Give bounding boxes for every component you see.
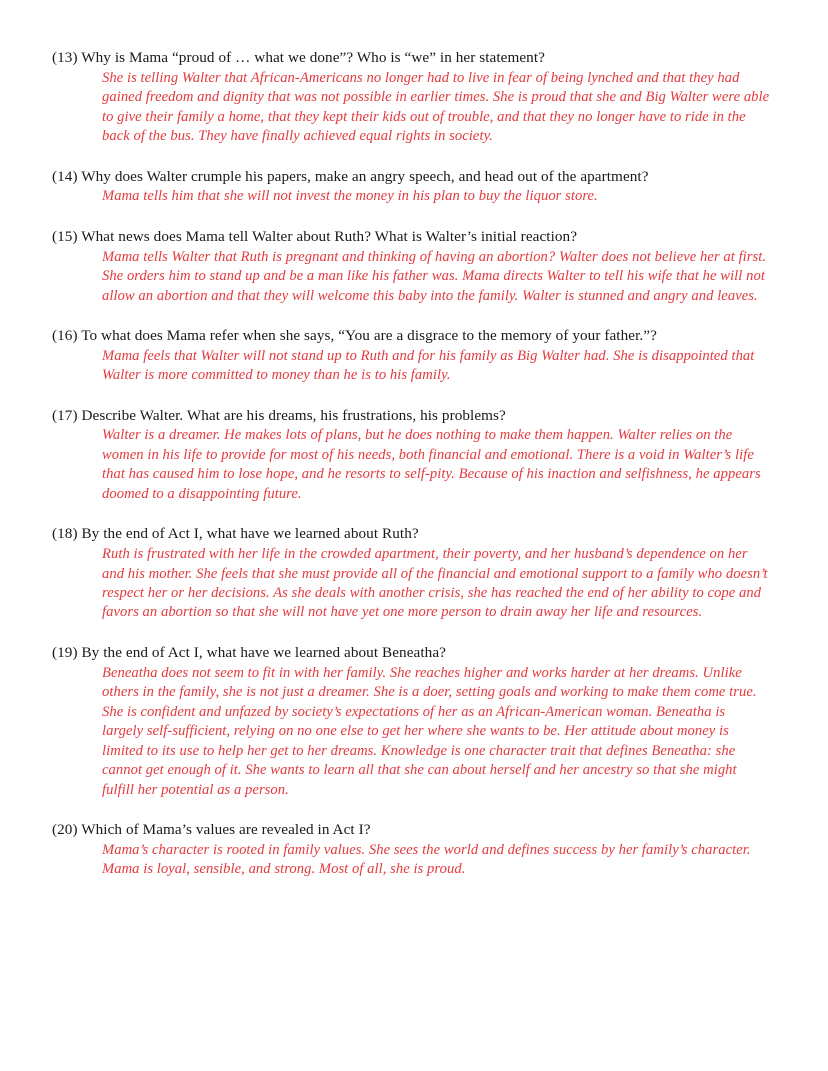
answer-text: Mama tells Walter that Ruth is pregnant and thinking of having an abortion? Walter does not believe her at first. She orders him to stand up and be a man like his father was. Mama directs Walter to tell his wife that he will not allow an abortion and that they will welcome this baby into the family. Walter is stunned and angry and leaves. bbox=[102, 248, 767, 304]
answer-text: Beneatha does not seem to fit in with her family. She reaches higher and works harder at her dreams. Unlike others in the family, she is not just a dreamer. She is a doer, setting goals and working to make them come true. She is confident and unfazed by society’s expectations of her as an African-American woman. Beneatha is largely self-sufficient, relying on no one else to get her where she wants to be. Her attitude about money is limited to its use to help her get to her dreams. Knowledge is one character trait that defines Beneatha: she cannot get enough of it. She wants to learn all that she can about herself and her ancestry so that she might fulfill her potential as a person. bbox=[102, 664, 757, 798]
qa-block bbox=[52, 167, 776, 207]
answer-text: Mama feels that Walter will not stand up to Ruth and for his family as Big Walter had. She is disappointed that Walter is more committed to money than he is to his family. bbox=[102, 347, 755, 384]
qa-block bbox=[52, 48, 776, 147]
qa-block bbox=[52, 643, 776, 800]
question-text: (18) By the end of Act I, what have we learned about Ruth? bbox=[52, 525, 419, 543]
qa-block bbox=[52, 524, 776, 623]
qa-block bbox=[52, 326, 776, 386]
answer-text: Ruth is frustrated with her life in the crowded apartment, their poverty, and her husband’s dependence on her and his mother. She feels that she must provide all of the financial and emotional support to a family who doesn’t respect her or her decisions. As she deals with another crisis, she has reached the end of her ability to cope and favors an abortion so that she will not have yet one more person to drain away her life and resources. bbox=[102, 546, 768, 621]
answer-text: Mama tells him that she will not invest the money in his plan to buy the liquor store. bbox=[102, 188, 598, 205]
question-text: (14) Why does Walter crumple his papers, make an angry speech, and head out of the apartment? bbox=[52, 167, 649, 185]
question-text: (15) What news does Mama tell Walter about Ruth? What is Walter’s initial reaction? bbox=[52, 227, 578, 245]
question-text: (19) By the end of Act I, what have we learned about Beneatha? bbox=[52, 643, 446, 661]
question-text: (17) Describe Walter. What are his dreams, his frustrations, his problems? bbox=[52, 406, 506, 424]
qa-block bbox=[52, 820, 776, 880]
answer-text: She is telling Walter that African-Americans no longer had to live in fear of being lynched and that they had gained freedom and dignity that was not possible in earlier times. She is proud that she and Big Walter were able to give their family a home, that they kept their kids out of trouble, and that they no longer have to ride in the back of the bus. They have finally achieved equal rights in society. bbox=[102, 69, 770, 145]
qa-block bbox=[52, 227, 776, 306]
question-text: (13) Why is Mama “proud of … what we done”? Who is “we” in her statement? bbox=[52, 49, 545, 66]
qa-block bbox=[52, 406, 776, 505]
question-text: (16) To what does Mama refer when she says, “You are a disgrace to the memory of your father.”? bbox=[52, 327, 657, 344]
answer-text: Mama’s character is rooted in family values. She sees the world and defines success by her family’s character. Mama is loyal, sensible, and strong. Most of all, she is proud. bbox=[102, 841, 751, 878]
question-text: (20) Which of Mama’s values are revealed in Act I? bbox=[52, 820, 371, 838]
answer-text: Walter is a dreamer. He makes lots of plans, but he does nothing to make them happen. Walter relies on the women in his life to provide for most of his needs, both financial and emotional. There is a void in Walter’s life that has caused him to lose hope, and he resorts to self-pity. Because of his inaction and selfishness, he appears doomed to a disappointing future. bbox=[102, 427, 761, 502]
